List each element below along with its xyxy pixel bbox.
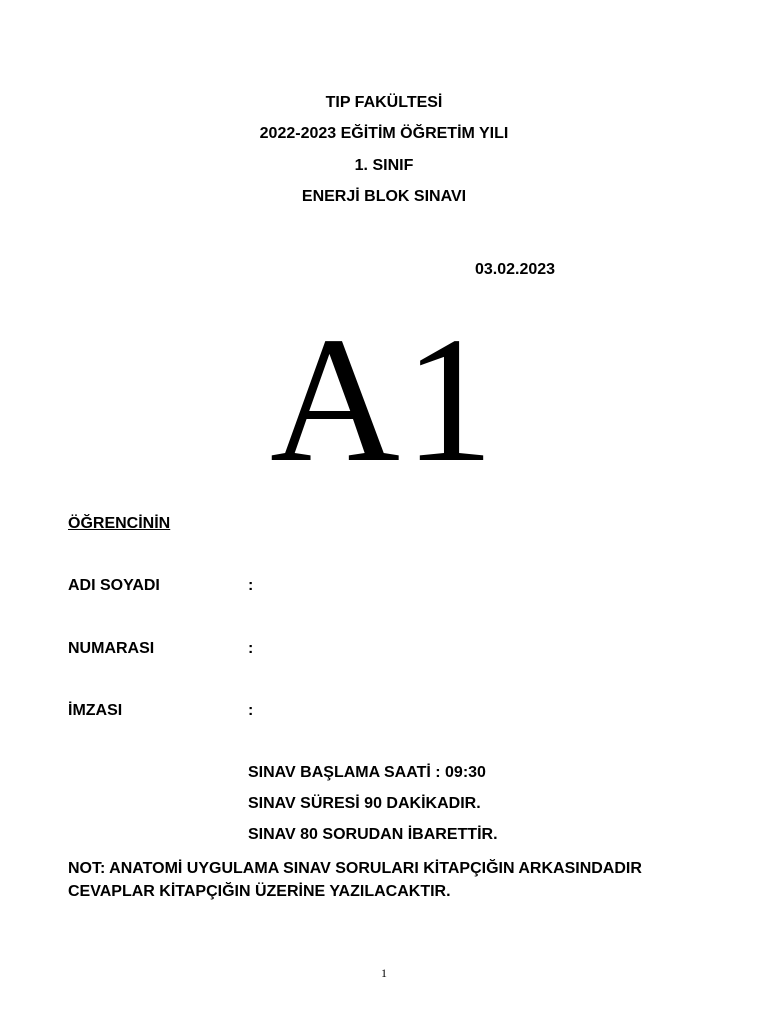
faculty-title: TIP FAKÜLTESİ [325, 94, 443, 111]
exam-duration: SINAV SÜRESİ 90 DAKİKADIR. [248, 795, 481, 812]
name-field-label: ADI SOYADI [68, 577, 160, 594]
exam-question-count: SINAV 80 SORUDAN İBARETTİR. [248, 826, 498, 843]
signature-field-label: İMZASI [68, 702, 123, 719]
page-number: 1 [381, 966, 387, 980]
academic-year: 2022-2023 EĞİTİM ÖĞRETİM YILI [259, 125, 509, 142]
student-section-title: ÖĞRENCİNİN [68, 515, 171, 532]
number-field-colon: : [248, 640, 254, 657]
class-level: 1. SINIF [354, 157, 414, 174]
booklet-code: A1 [270, 300, 498, 499]
exam-start-time: SINAV BAŞLAMA SAATİ : 09:30 [248, 764, 486, 781]
signature-field-colon: : [248, 702, 254, 719]
exam-name: ENERJİ BLOK SINAVI [301, 188, 467, 205]
name-field-colon: : [248, 577, 254, 594]
exam-date: 03.02.2023 [475, 261, 556, 278]
exam-note: NOT: ANATOMİ UYGULAMA SINAV SORULARI KİTAPÇIĞIN ARKASINDADIR CEVAPLAR KİTAPÇIĞIN ÜZERİNE YAZILACAKTIR. [68, 860, 642, 900]
number-field-label: NUMARASI [68, 640, 155, 657]
